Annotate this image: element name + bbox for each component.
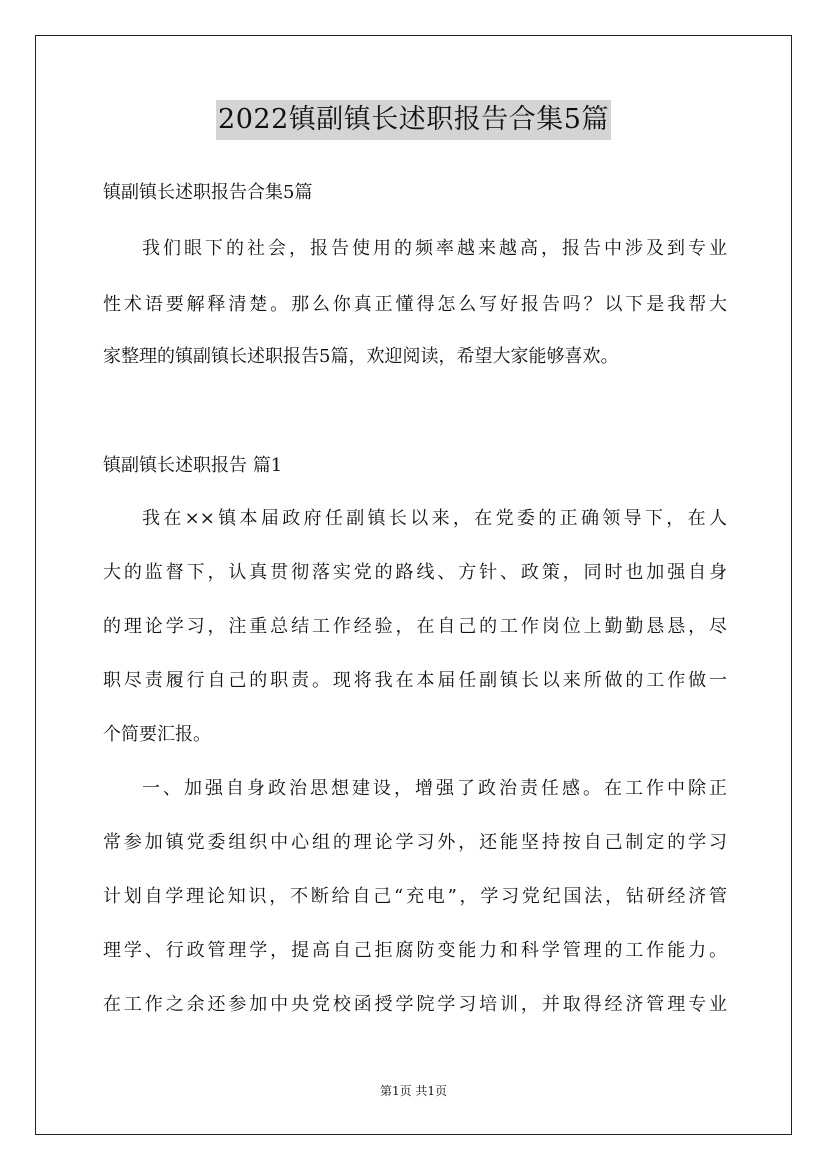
section-heading: 镇副镇长述职报告 篇1 [103,455,283,476]
page-footer: 第1页 共1页 [379,1084,448,1098]
body-line-3: 的理论学习，注重总结工作经验，在自己的工作岗位上勤勤恳恳，尽 [103,616,727,637]
intro-line-3: 家整理的镇副镇长述职报告5篇，欢迎阅读，希望大家能够喜欢。 [103,346,619,367]
body-line-9: 理学、行政管理学，提高自己拒腐防变能力和科学管理的工作能力。 [103,940,727,961]
body-line-4: 职尽责履行自己的职责。现将我在本届任副镇长以来所做的工作做一 [103,670,727,691]
body-line-2: 大的监督下，认真贯彻落实党的路线、方针、政策，同时也加强自身 [103,562,727,583]
body-line-5: 个简要汇报。 [103,724,211,745]
intro-line-2: 性术语要解释清楚。那么你真正懂得怎么写好报告吗？以下是我帮大 [103,294,727,315]
body-line-1: 我在××镇本届政府任副镇长以来，在党委的正确领导下，在人 [142,508,727,529]
body-line-6: 一、加强自身政治思想建设，增强了政治责任感。在工作中除正 [142,778,727,799]
body-line-7: 常参加镇党委组织中心组的理论学习外，还能坚持按自己制定的学习 [103,832,727,853]
intro-line-1: 我们眼下的社会，报告使用的频率越来越高，报告中涉及到专业 [142,238,727,259]
title-container [0,100,827,140]
subtitle-line: 镇副镇长述职报告合集5篇 [103,182,313,203]
body-line-10: 在工作之余还参加中央党校函授学院学习培训，并取得经济管理专业 [103,994,727,1015]
document-title: 2022镇副镇长述职报告合集5篇 [216,100,611,140]
body-line-8: 计划自学理论知识，不断给自己“充电”，学习党纪国法，钻研经济管 [103,886,727,907]
